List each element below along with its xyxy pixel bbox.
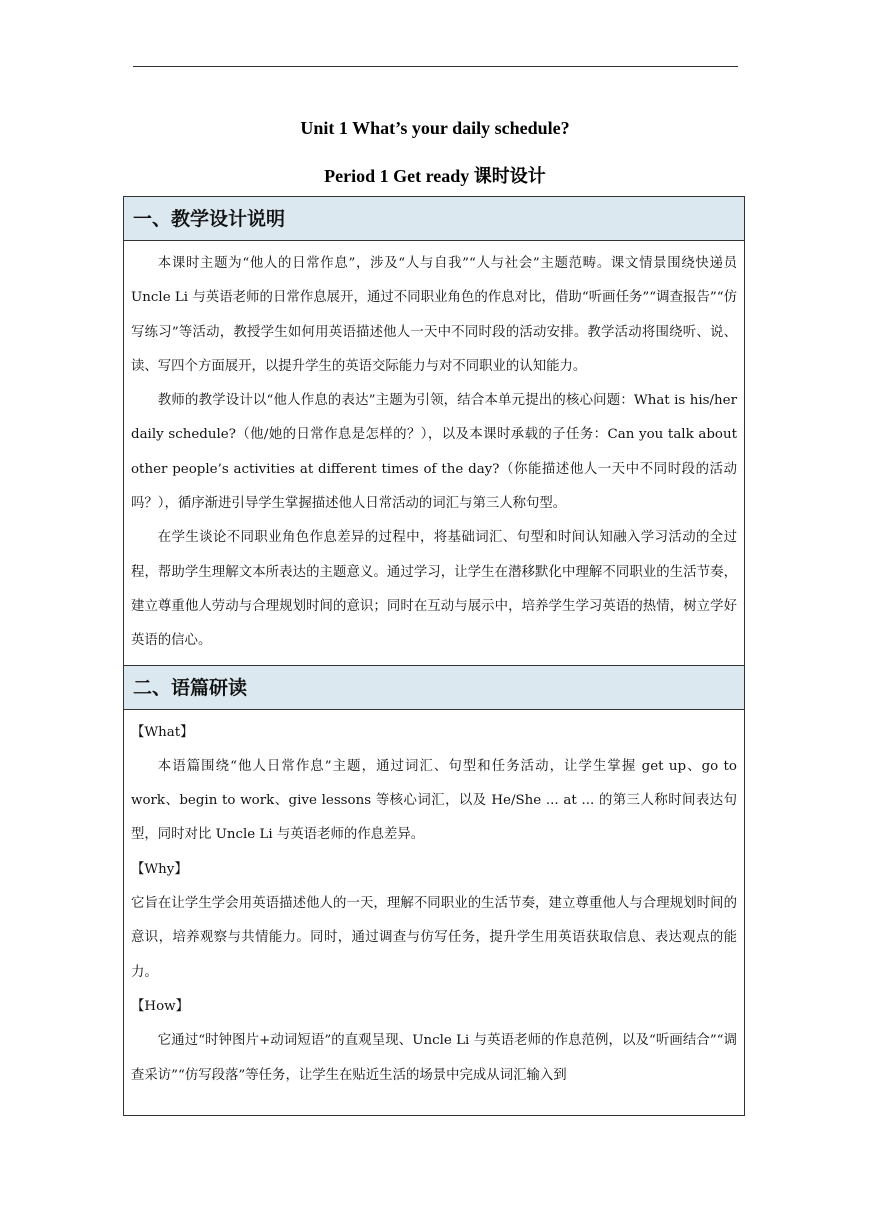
how-label: 【How】 xyxy=(131,998,189,1014)
paragraph: 教师的教学设计以“他人作息的表达”主题为引领，结合本单元提出的核心问题：What is his/her daily schedule?（他/她的日常作息是怎样的？），以及本课时承载的子任务：Can you talk about other people’s activities at different times of the day?（你能描述他人一天中不同时段的活动吗？），循序渐进引导学生掌握描述他人日常活动的词汇与第三人称句型。 xyxy=(131,393,737,512)
document-subtitle: Period 1 Get ready 课时设计 xyxy=(324,166,546,186)
header-rule xyxy=(133,66,738,67)
lesson-design-table xyxy=(123,196,745,1116)
section-body-text-study xyxy=(124,710,744,1099)
section-heading-text-study: 二、语篇研读 xyxy=(124,666,744,710)
paragraph: 本课时主题为“他人的日常作息”，涉及“人与自我”“人与社会”主题范畴。课文情景围绕快递员 Uncle Li 与英语老师的日常作息展开，通过不同职业角色的作息对比，借助“听画任务”“调查报告”“仿写练习”等活动，教授学生如何用英语描述他人一天中不同时段的活动安排。教学活动将围绕听、说、读、写四个方面展开，以提升学生的英语交际能力与对不同职业的认知能力。 xyxy=(131,256,737,374)
why-paragraph: 它旨在让学生学会用英语描述他人的一天，理解不同职业的生活节奏，建立尊重他人与合理规划时间的意识，培养观察与共情能力。同时，通过调查与仿写任务，提升学生用英语获取信息、表达观点的能力。 xyxy=(131,896,737,980)
what-paragraph: 本语篇围绕“他人日常作息”主题，通过词汇、句型和任务活动，让学生掌握 get up、go to work、begin to work、give lessons 等核心词汇，以及 He/She ... at ... 的第三人称时间表达句型，同时对比 Uncle Li 与英语老师的作息差异。 xyxy=(131,758,737,843)
paragraph: 在学生谈论不同职业角色作息差异的过程中，将基础词汇、句型和时间认知融入学习活动的全过程，帮助学生理解文本所表达的主题意义。通过学习，让学生在潜移默化中理解不同职业的生活节奏，建立尊重他人劳动与合理规划时间的意识；同时在互动与展示中，培养学生学习英语的热情，树立学好英语的信心。 xyxy=(131,530,737,649)
document-title: Unit 1 What’s your daily schedule? xyxy=(300,118,570,138)
section-body-teaching-design xyxy=(124,241,744,666)
how-paragraph: 它通过“时钟图片+动词短语”的直观呈现、Uncle Li 与英语老师的作息范例，以及“听画结合”“调查采访”“仿写段落”等任务，让学生在贴近生活的场景中完成从词汇输入到 xyxy=(131,1033,737,1083)
section-heading-teaching-design: 一、教学设计说明 xyxy=(124,197,744,241)
what-label: 【What】 xyxy=(131,724,194,740)
why-label: 【Why】 xyxy=(131,861,188,877)
